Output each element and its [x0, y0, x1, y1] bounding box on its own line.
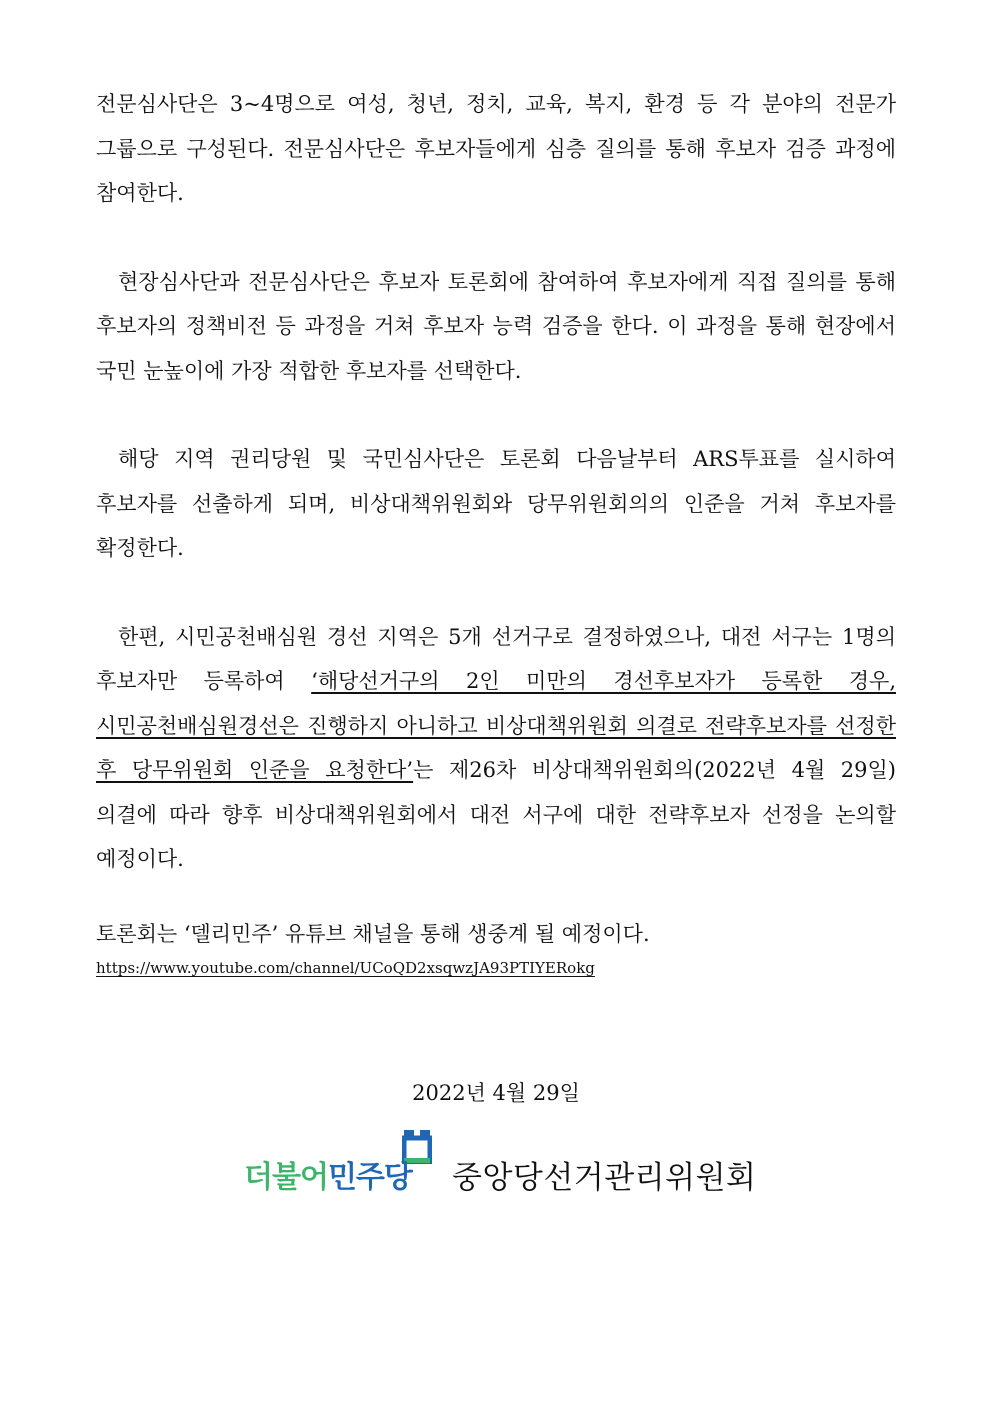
quoted-rule: ‘해당선거구의 2인 미만의 경선후보자가 등록한 경우, 시민공천배심원경선은 진행하지 아니하고 비상대책위원회 의결로 전략후보자를 선정한 후 당무위원회 인준을 요청한다’ [96, 669, 897, 782]
logo-text-part1: 더불어 [244, 1160, 328, 1195]
party-logo-text [244, 1158, 412, 1198]
paragraph-livestream: 토론회는 ‘델리민주’ 유튜브 채널을 통해 생중계 될 예정이다. [96, 921, 650, 946]
document-date: 2022년 4월 29일 [412, 1081, 580, 1105]
paragraph-daejeon-intro: 한편, 시민공천배심원 경선 지역은 5개 선거구로 결정하였으나, 대전 서구는 1명의 후보자만 등록하여 [96, 624, 896, 693]
logo-text-part2: 민주당 [327, 1160, 412, 1195]
paragraph-daejeon-resolution: 는 제26차 비상대책위원회의(2022년 4월 29일) 의결에 따라 향후 비상대책위원회에서 대전 서구에 대한 전략후보자 선정을 논의할 예정이다. [96, 758, 896, 871]
paragraph-ars-vote: 해당 지역 권리당원 및 국민심사단은 토론회 다음날부터 ARS투표를 실시하여 후보자를 선출하게 되며, 비상대책위원회와 당무위원회의의 인준을 거쳐 후보자를 확정한다. [96, 447, 896, 560]
paragraph-debate-verification: 현장심사단과 전문심사단은 후보자 토론회에 참여하여 후보자에게 직접 질의를 통해 후보자의 정책비전 등 과정을 거쳐 후보자 능력 검증을 한다. 이 과정을 통해 현장에서 국민 눈높이에 가장 적합한 후보자를 선택한다. [96, 269, 896, 383]
organization-name: 중앙당선거관리위원회 [452, 1160, 757, 1196]
paragraph-daejeon-seogu [96, 615, 896, 882]
document-body [96, 82, 896, 980]
paragraph-expert-panel: 전문심사단은 3~4명으로 여성, 청년, 정치, 교육, 복지, 환경 등 각 분야의 전문가 그룹으로 구성된다. 전문심사단은 후보자들에게 심층 질의를 통해 후보자 검증 과정에 참여한다. [96, 92, 896, 205]
youtube-channel-link[interactable]: https://www.youtube.com/channel/UCoQD2xsqwzJA93PTIYERokg [96, 959, 595, 977]
footer-signature [0, 1128, 992, 1208]
